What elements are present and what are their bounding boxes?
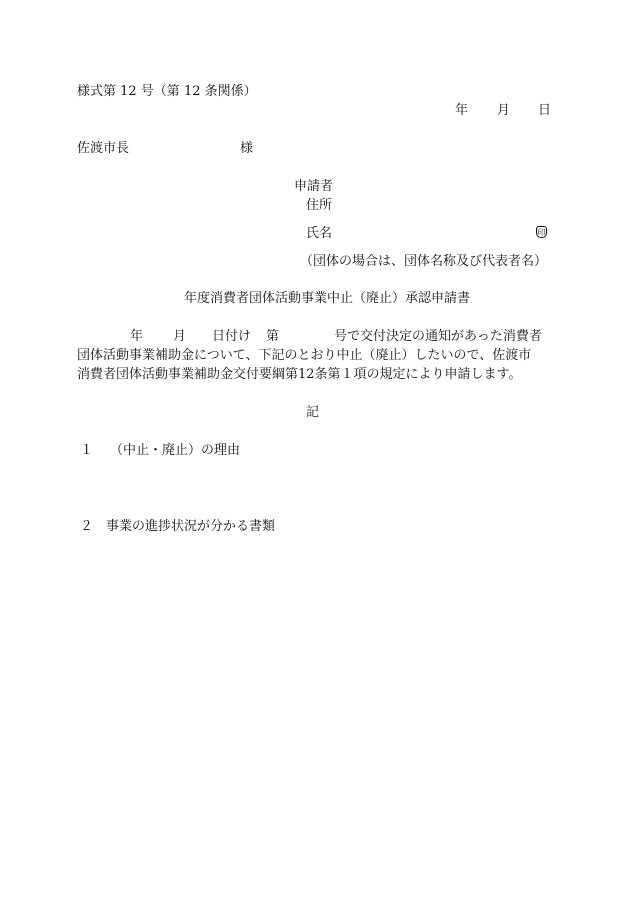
addressee-honorific: 様 [240, 141, 254, 156]
item-text: 事業の進捗状況が分かる書類 [106, 519, 276, 534]
body-year-label: 年 [130, 329, 144, 344]
item-text: （中止・廃止）の理由 [110, 443, 241, 458]
body-paragraph-line-3: 消費者団体活動事業補助金交付要綱第12条第１項の規定により申請します。 [77, 367, 522, 382]
body-paragraph-line-2: 団体活動事業補助金について、下記のとおり中止（廃止）したいので、佐渡市 [77, 348, 532, 363]
item-number: １ [80, 443, 94, 458]
body-line-1-text: 号で交付決定の通知があった消費者 [334, 329, 542, 344]
applicant-label: 申請者 [294, 179, 334, 194]
form-number: 様式第 12 号（第 12 条関係） [77, 84, 257, 99]
addressee-name: 佐渡市長 [77, 141, 130, 156]
body-dated-label: 日付け [212, 329, 252, 344]
group-note: （団体の場合は、団体名称及び代表者名） [300, 254, 548, 269]
date-year-label: 年 [455, 103, 469, 118]
seal-icon [536, 225, 547, 238]
date-day-label: 日 [538, 103, 552, 118]
body-number-label: 第 [266, 329, 280, 344]
document-title: 年度消費者団体活動事業中止（廃止）承認申請書 [184, 291, 471, 306]
body-month-label: 月 [173, 329, 187, 344]
item-number: ２ [80, 519, 94, 534]
date-month-label: 月 [497, 103, 511, 118]
ki-heading: 記 [306, 405, 320, 420]
seal-mark: 印 [537, 228, 546, 237]
name-label: 氏名 [306, 226, 333, 241]
address-label: 住所 [306, 198, 333, 213]
